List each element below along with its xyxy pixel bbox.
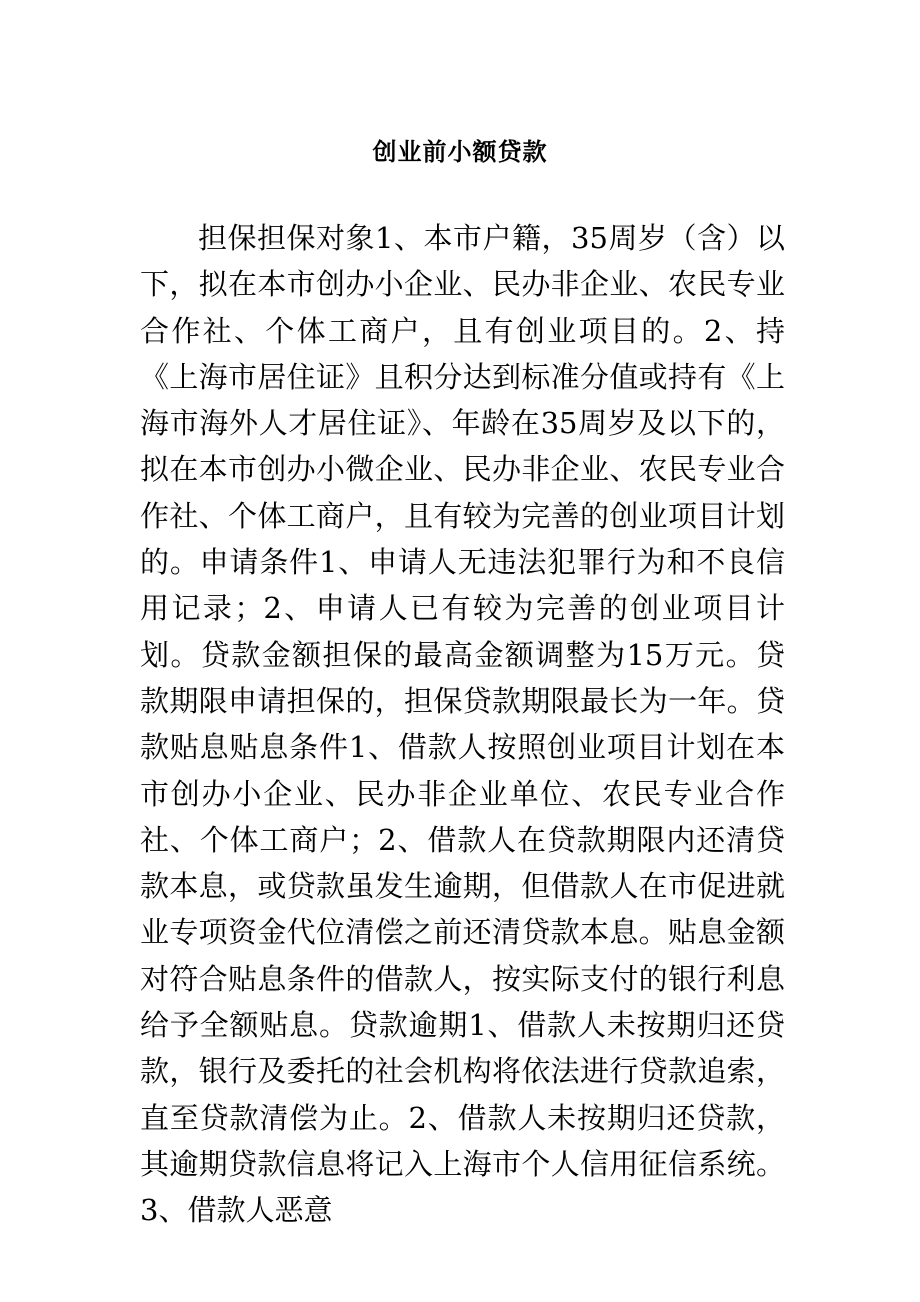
document-title: 创业前小额贷款 bbox=[372, 137, 548, 167]
document-body-paragraph: 担保担保对象1、本市户籍，35周岁（含）以下，拟在本市创办小企业、民办非企业、农民专业合作社、个体工商户，且有创业项目的。2、持《上海市居住证》且积分达到标准分值或持有《上海市海外人才居住证》、年龄在35周岁及以下的，拟在本市创办小微企业、民办非企业、农民专业合作社、个体工商户，且有较为完善的创业项目计划的。申请条件1、申请人无违法犯罪行为和不良信用记录；2、申请人已有较为完善的创业项目计划。贷款金额担保的最高金额调整为15万元。贷款期限申请担保的，担保贷款期限最长为一年。贷款贴息贴息条件1、借款人按照创业项目计划在本市创办小企业、民办非企业单位、农民专业合作社、个体工商户；2、借款人在贷款期限内还清贷款本息，或贷款虽发生逾期，但借款人在市促进就业专项资金代位清偿之前还清贷款本息。贴息金额对符合贴息条件的借款人，按实际支付的银行利息给予全额贴息。贷款逾期1、借款人未按期归还贷款，银行及委托的社会机构将依法进行贷款追索，直至贷款清偿为止。2、借款人未按期归还贷款，其逾期贷款信息将记入上海市个人信用征信系统。3、借款人恶意 bbox=[140, 221, 785, 1228]
